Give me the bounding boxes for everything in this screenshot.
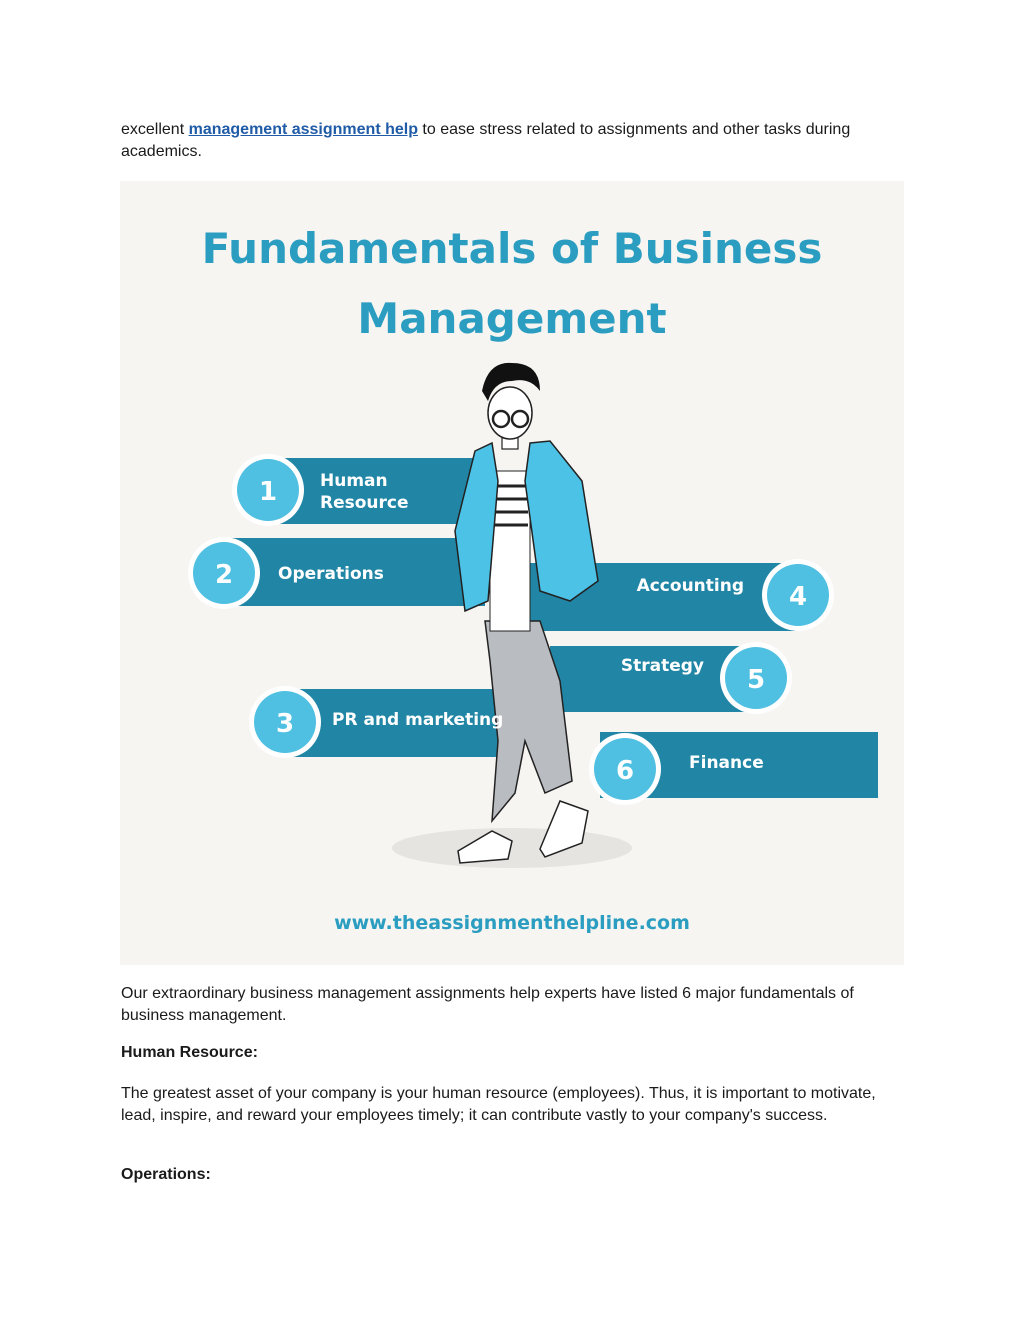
body-paragraph-2: The greatest asset of your company is your human resource (employees). Thus, it is important to motivate, lead, inspire, and reward your employees timely; it can contribute vastly to your company's success. [121,1085,876,1124]
circle-5 [720,642,792,714]
circle-3 [249,686,321,758]
intro-text-before: excellent [121,121,189,138]
body-paragraph-1: Our extraordinary business management assignments help experts have listed 6 major fundamentals of business management. [121,985,854,1024]
label-accounting: Accounting [636,576,744,596]
intro-paragraph [121,119,911,163]
management-assignment-help-link[interactable]: management assignment help [188,121,418,138]
circle-1 [232,454,304,526]
infographic [120,181,904,965]
label-strategy: Strategy [620,656,704,676]
number-1: 1 [258,477,278,507]
number-6: 6 [615,756,635,786]
circle-2 [188,537,260,609]
number-4: 4 [788,582,808,612]
intro-text-after: to ease stress related to assignments and other tasks during academics. [121,121,851,160]
label-pr-marketing: PR and marketing [332,710,504,730]
label-operations: Operations [278,564,384,584]
circle-6 [589,733,661,805]
number-5: 5 [746,665,766,695]
circle-4 [762,559,834,631]
infographic-title-line1: Fundamentals of Business [201,224,823,273]
website-url: www.theassignmenthelpline.com [334,912,690,934]
number-3: 3 [275,709,295,739]
number-2: 2 [214,560,234,590]
heading-operations: Operations: [121,1166,211,1183]
heading-human-resource: Human Resource: [121,1044,258,1061]
label-resource: Resource [320,493,409,513]
infographic-title-line2: Management [357,294,667,343]
label-human: Human [320,471,388,491]
label-finance: Finance [689,753,764,773]
